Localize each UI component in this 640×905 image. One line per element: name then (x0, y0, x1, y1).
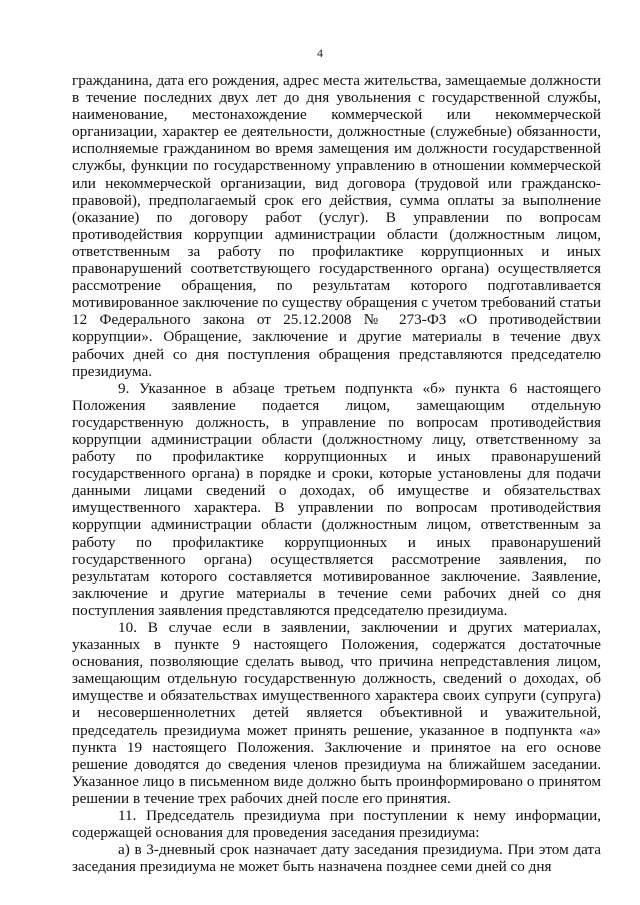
paragraph-continuation: гражданина, дата его рождения, адрес места жительства, замещаемые должности в течение последних двух лет до дня увольнения с государственной службы, наименование, местонахождение коммерческой или некоммерческой организации, характер ее деятельности, должностные (служебные) обязанности, исполняемые гражданином во время замещения им должности государственной службы, функции по государственному управлению в отношении коммерческой или некоммерческой организации, вид договора (трудовой или гражданско-правовой), предполагаемый срок его действия, сумма оплаты за выполнение (оказание) по договору работ (услуг). В управлении по вопросам противодействия коррупции администрации области (должностным лицом, ответственным за работу по профилактике коррупционных и иных правонарушений соответствующего государственного органа) осуществляется рассмотрение обращения, по результатам которого подготавливается мотивированное заключение по существу обращения с учетом требований статьи 12 Федерального закона от 25.12.2008 № 273-ФЗ «О противодействии коррупции». Обращение, заключение и другие материалы в течение двух рабочих дней со дня поступления обращения представляются председателю президиума. (72, 72, 601, 380)
paragraph-11: 11. Председатель президиума при поступлении к нему информации, содержащей основания для проведения заседания президиума: (72, 807, 601, 842)
document-body (72, 72, 601, 875)
paragraph-10: 10. В случае если в заявлении, заключении и других материалах, указанных в пункте 9 настоящего Положения, содержатся достаточные основания, позволяющие сделать вывод, что причина непредставления лицом, замещающим отдельную государственную должность, сведений о доходах, об имуществе и обязательствах имущественного характера своих супруги (супруга) и несовершеннолетних детей является объективной и уважительной, председатель президиума может принять решение, указанное в подпункта «а» пункта 19 настоящего Положения. Заключение и принятое на его основе решение доводятся до сведения членов президиума на ближайшем заседании. Указанное лицо в письменном виде должно быть проинформировано о принятом решении в течение трех рабочих дней после его принятия. (72, 619, 601, 807)
paragraph-9: 9. Указанное в абзаце третьем подпункта «б» пункта 6 настоящего Положения заявление подается лицом, замещающим отдельную государственную должность, в управление по вопросам противодействия коррупции администрации области (должностному лицу, ответственному за работу по профилактике коррупционных и иных правонарушений государственного органа) в порядке и сроки, которые установлены для подачи данными лицами сведений о доходах, об имуществе и обязательствах имущественного характера. В управлении по вопросам противодействия коррупции администрации области (должностным лицом, ответственным за работу по профилактике коррупционных и иных правонарушений государственного органа) осуществляется рассмотрение заявления, по результатам которого составляется мотивированное заключение. Заявление, заключение и другие материалы в течение семи рабочих дней со дня поступления заявления представляются председателю президиума. (72, 379, 601, 619)
page-number: 4 (317, 46, 323, 60)
paragraph-11a: а) в 3-дневный срок назначает дату заседания президиума. При этом дата заседания президиума не может быть назначена позднее семи дней со дня (72, 841, 601, 876)
